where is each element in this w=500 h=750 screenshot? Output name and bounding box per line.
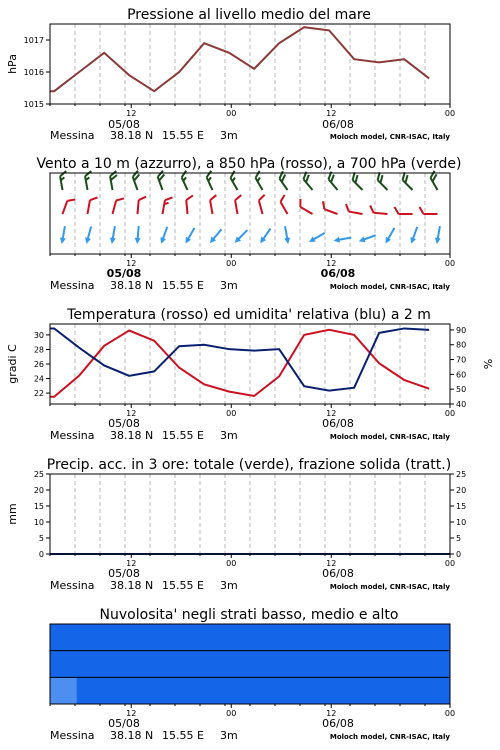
y-tick-label: 1015 <box>23 100 44 109</box>
cloud-cell <box>397 677 424 704</box>
x-tick-label: 00 <box>444 259 456 268</box>
date-label-p4-b: 06/08 <box>322 567 354 580</box>
ylabel-temperature: gradi C <box>6 344 19 384</box>
x-tick-label: 00 <box>226 109 237 118</box>
ylabel-precipitation: mm <box>6 503 19 525</box>
cloud-cell <box>397 624 424 651</box>
x-tick-label: 12 <box>326 709 337 718</box>
y-right-tick-label: 5 <box>456 534 462 543</box>
chart-title-wind: Vento a 10 m (azzurro), a 850 hPa (rosso), a 700 hPa (verde) <box>36 156 462 172</box>
cloud-cell <box>130 624 157 651</box>
x-tick-label: 12 <box>126 109 137 118</box>
svg-text:Messina: Messina <box>50 429 95 442</box>
cloud-cell <box>237 651 264 678</box>
wind-barb-shaft <box>186 200 187 214</box>
cloud-cell <box>210 677 237 704</box>
cloud-cell <box>157 677 184 704</box>
date-label-p3-a: 05/08 <box>108 417 140 430</box>
y-right-tick-label: 25 <box>456 470 467 479</box>
svg-text:Moloch model, CNR-ISAC, Italy: Moloch model, CNR-ISAC, Italy <box>329 133 450 141</box>
x-tick-label: 12 <box>126 559 137 568</box>
cloud-cell <box>237 677 264 704</box>
cloud-cell <box>183 624 210 651</box>
svg-text:Moloch model, CNR-ISAC, Italy: Moloch model, CNR-ISAC, Italy <box>329 583 450 591</box>
ylabel-humidity: % <box>482 358 495 370</box>
wind-barb-shaft <box>138 226 139 240</box>
cloud-cell <box>290 677 317 704</box>
cloud-cell <box>343 651 370 678</box>
y-right-tick-label: 50 <box>456 385 467 395</box>
cloud-cell <box>317 624 344 651</box>
cloud-cell <box>290 624 317 651</box>
cloud-cell <box>343 624 370 651</box>
chart-title-cloud: Nuvolosita' negli strati basso, medio e alto <box>99 607 399 623</box>
cloud-cell <box>237 624 264 651</box>
date-label-p4-a: 05/08 <box>108 567 140 580</box>
y-right-tick-label: 0 <box>456 550 462 559</box>
y-right-tick-label: 15 <box>456 502 467 511</box>
cloud-cell <box>50 677 77 704</box>
date-label-p2-b: 06/08 <box>320 267 356 280</box>
y-tick-label: 10 <box>33 518 44 527</box>
x-tick-label: 12 <box>126 409 137 418</box>
x-tick-label: 00 <box>226 559 237 568</box>
cloud-cell <box>210 624 237 651</box>
svg-text:3m: 3m <box>220 429 238 442</box>
svg-text:15.55 E: 15.55 E <box>162 279 204 292</box>
svg-text:15.55 E: 15.55 E <box>162 729 204 742</box>
chart-title-pressure: Pressione al livello medio del mare <box>127 7 371 23</box>
cloud-cell <box>423 677 450 704</box>
y-right-tick-label: 70 <box>456 355 467 365</box>
x-tick-label: 12 <box>326 559 337 568</box>
svg-text:38.18 N: 38.18 N <box>110 279 154 292</box>
date-label-p1-a: 05/08 <box>108 118 140 131</box>
y-right-tick-label: 40 <box>456 400 467 409</box>
y-tick-label: 24 <box>33 374 44 384</box>
cloud-cell <box>50 624 77 651</box>
svg-text:3m: 3m <box>220 729 238 742</box>
y-right-tick-label: 60 <box>456 370 467 380</box>
cloud-cell <box>263 677 290 704</box>
svg-text:38.18 N: 38.18 N <box>110 729 154 742</box>
x-tick-label: 12 <box>326 259 337 268</box>
x-tick-label: 00 <box>444 409 456 418</box>
y-tick-label: 1017 <box>23 36 44 45</box>
x-tick-label: 00 <box>444 559 456 568</box>
date-label-p1-b: 06/08 <box>322 118 354 131</box>
y-tick-label: 26 <box>33 360 44 369</box>
chart-title-precipitation: Precip. acc. in 3 ore: totale (verde), frazione solida (tratt.) <box>46 457 452 473</box>
svg-text:15.55 E: 15.55 E <box>162 579 204 592</box>
svg-text:15.55 E: 15.55 E <box>162 129 204 142</box>
cloud-cell <box>263 624 290 651</box>
x-tick-label: 12 <box>326 409 337 418</box>
cloud-cell <box>317 677 344 704</box>
svg-text:Moloch model, CNR-ISAC, Italy: Moloch model, CNR-ISAC, Italy <box>329 433 450 441</box>
svg-text:Moloch model, CNR-ISAC, Italy: Moloch model, CNR-ISAC, Italy <box>329 733 450 741</box>
svg-text:38.18 N: 38.18 N <box>110 129 154 142</box>
cloud-cell <box>210 651 237 678</box>
cloud-cell <box>103 677 130 704</box>
y-tick-label: 30 <box>33 330 44 340</box>
y-right-tick-label: 10 <box>456 518 467 527</box>
cloud-cell <box>370 624 397 651</box>
x-tick-label: 00 <box>226 409 237 418</box>
y-tick-label: 25 <box>33 470 44 479</box>
cloud-cell <box>370 651 397 678</box>
cloud-cell <box>183 677 210 704</box>
y-right-tick-label: 20 <box>456 486 467 495</box>
y-tick-label: 28 <box>33 345 44 355</box>
wind-barb-shaft <box>138 200 139 214</box>
cloud-cell <box>77 677 104 704</box>
date-label-p3-b: 06/08 <box>322 417 354 430</box>
y-tick-label: 20 <box>33 486 44 495</box>
svg-text:3m: 3m <box>220 279 238 292</box>
cloud-cell <box>317 651 344 678</box>
cloud-cell <box>130 677 157 704</box>
y-tick-label: 0 <box>38 550 44 559</box>
cloud-cell <box>130 651 157 678</box>
cloud-cell <box>77 651 104 678</box>
y-right-tick-label: 90 <box>456 325 467 335</box>
svg-text:15.55 E: 15.55 E <box>162 429 204 442</box>
y-right-tick-label: 80 <box>456 340 467 350</box>
x-tick-label: 12 <box>126 259 137 268</box>
cloud-cell <box>103 624 130 651</box>
svg-text:3m: 3m <box>220 579 238 592</box>
cloud-cell <box>263 651 290 678</box>
x-tick-label: 00 <box>444 709 456 718</box>
cloud-cell <box>423 651 450 678</box>
svg-text:Moloch model, CNR-ISAC, Italy: Moloch model, CNR-ISAC, Italy <box>329 283 450 291</box>
svg-text:38.18 N: 38.18 N <box>110 579 154 592</box>
y-tick-label: 1016 <box>23 68 44 77</box>
cloud-cell <box>157 624 184 651</box>
x-tick-label: 12 <box>126 709 137 718</box>
date-label-p5-a: 05/08 <box>108 717 140 730</box>
cloud-cell <box>50 651 77 678</box>
svg-text:Messina: Messina <box>50 579 95 592</box>
svg-text:Messina: Messina <box>50 279 95 292</box>
cloud-cell <box>290 651 317 678</box>
y-tick-label: 5 <box>38 534 44 543</box>
cloud-cell <box>370 677 397 704</box>
x-tick-label: 00 <box>444 109 456 118</box>
wind-barb-shaft <box>374 213 388 214</box>
y-tick-label: 15 <box>33 502 44 511</box>
svg-text:Messina: Messina <box>50 129 95 142</box>
x-tick-label: 00 <box>226 259 237 268</box>
date-label-p5-b: 06/08 <box>322 717 354 730</box>
cloud-cell <box>397 651 424 678</box>
svg-text:3m: 3m <box>220 129 238 142</box>
cloud-cell <box>343 677 370 704</box>
chart-title-temperature: Temperatura (rosso) ed umidita' relativa (blu) a 2 m <box>67 307 431 323</box>
cloud-cell <box>103 651 130 678</box>
cloud-cell <box>77 624 104 651</box>
cloud-cell <box>157 651 184 678</box>
svg-text:Messina: Messina <box>50 729 95 742</box>
cloud-cell <box>423 624 450 651</box>
cloud-cell <box>183 651 210 678</box>
ylabel-pressure: hPa <box>6 54 19 74</box>
x-tick-label: 00 <box>226 709 237 718</box>
date-label-p2-a: 05/08 <box>106 267 142 280</box>
x-tick-label: 12 <box>326 109 337 118</box>
y-tick-label: 22 <box>33 389 44 399</box>
svg-text:38.18 N: 38.18 N <box>110 429 154 442</box>
